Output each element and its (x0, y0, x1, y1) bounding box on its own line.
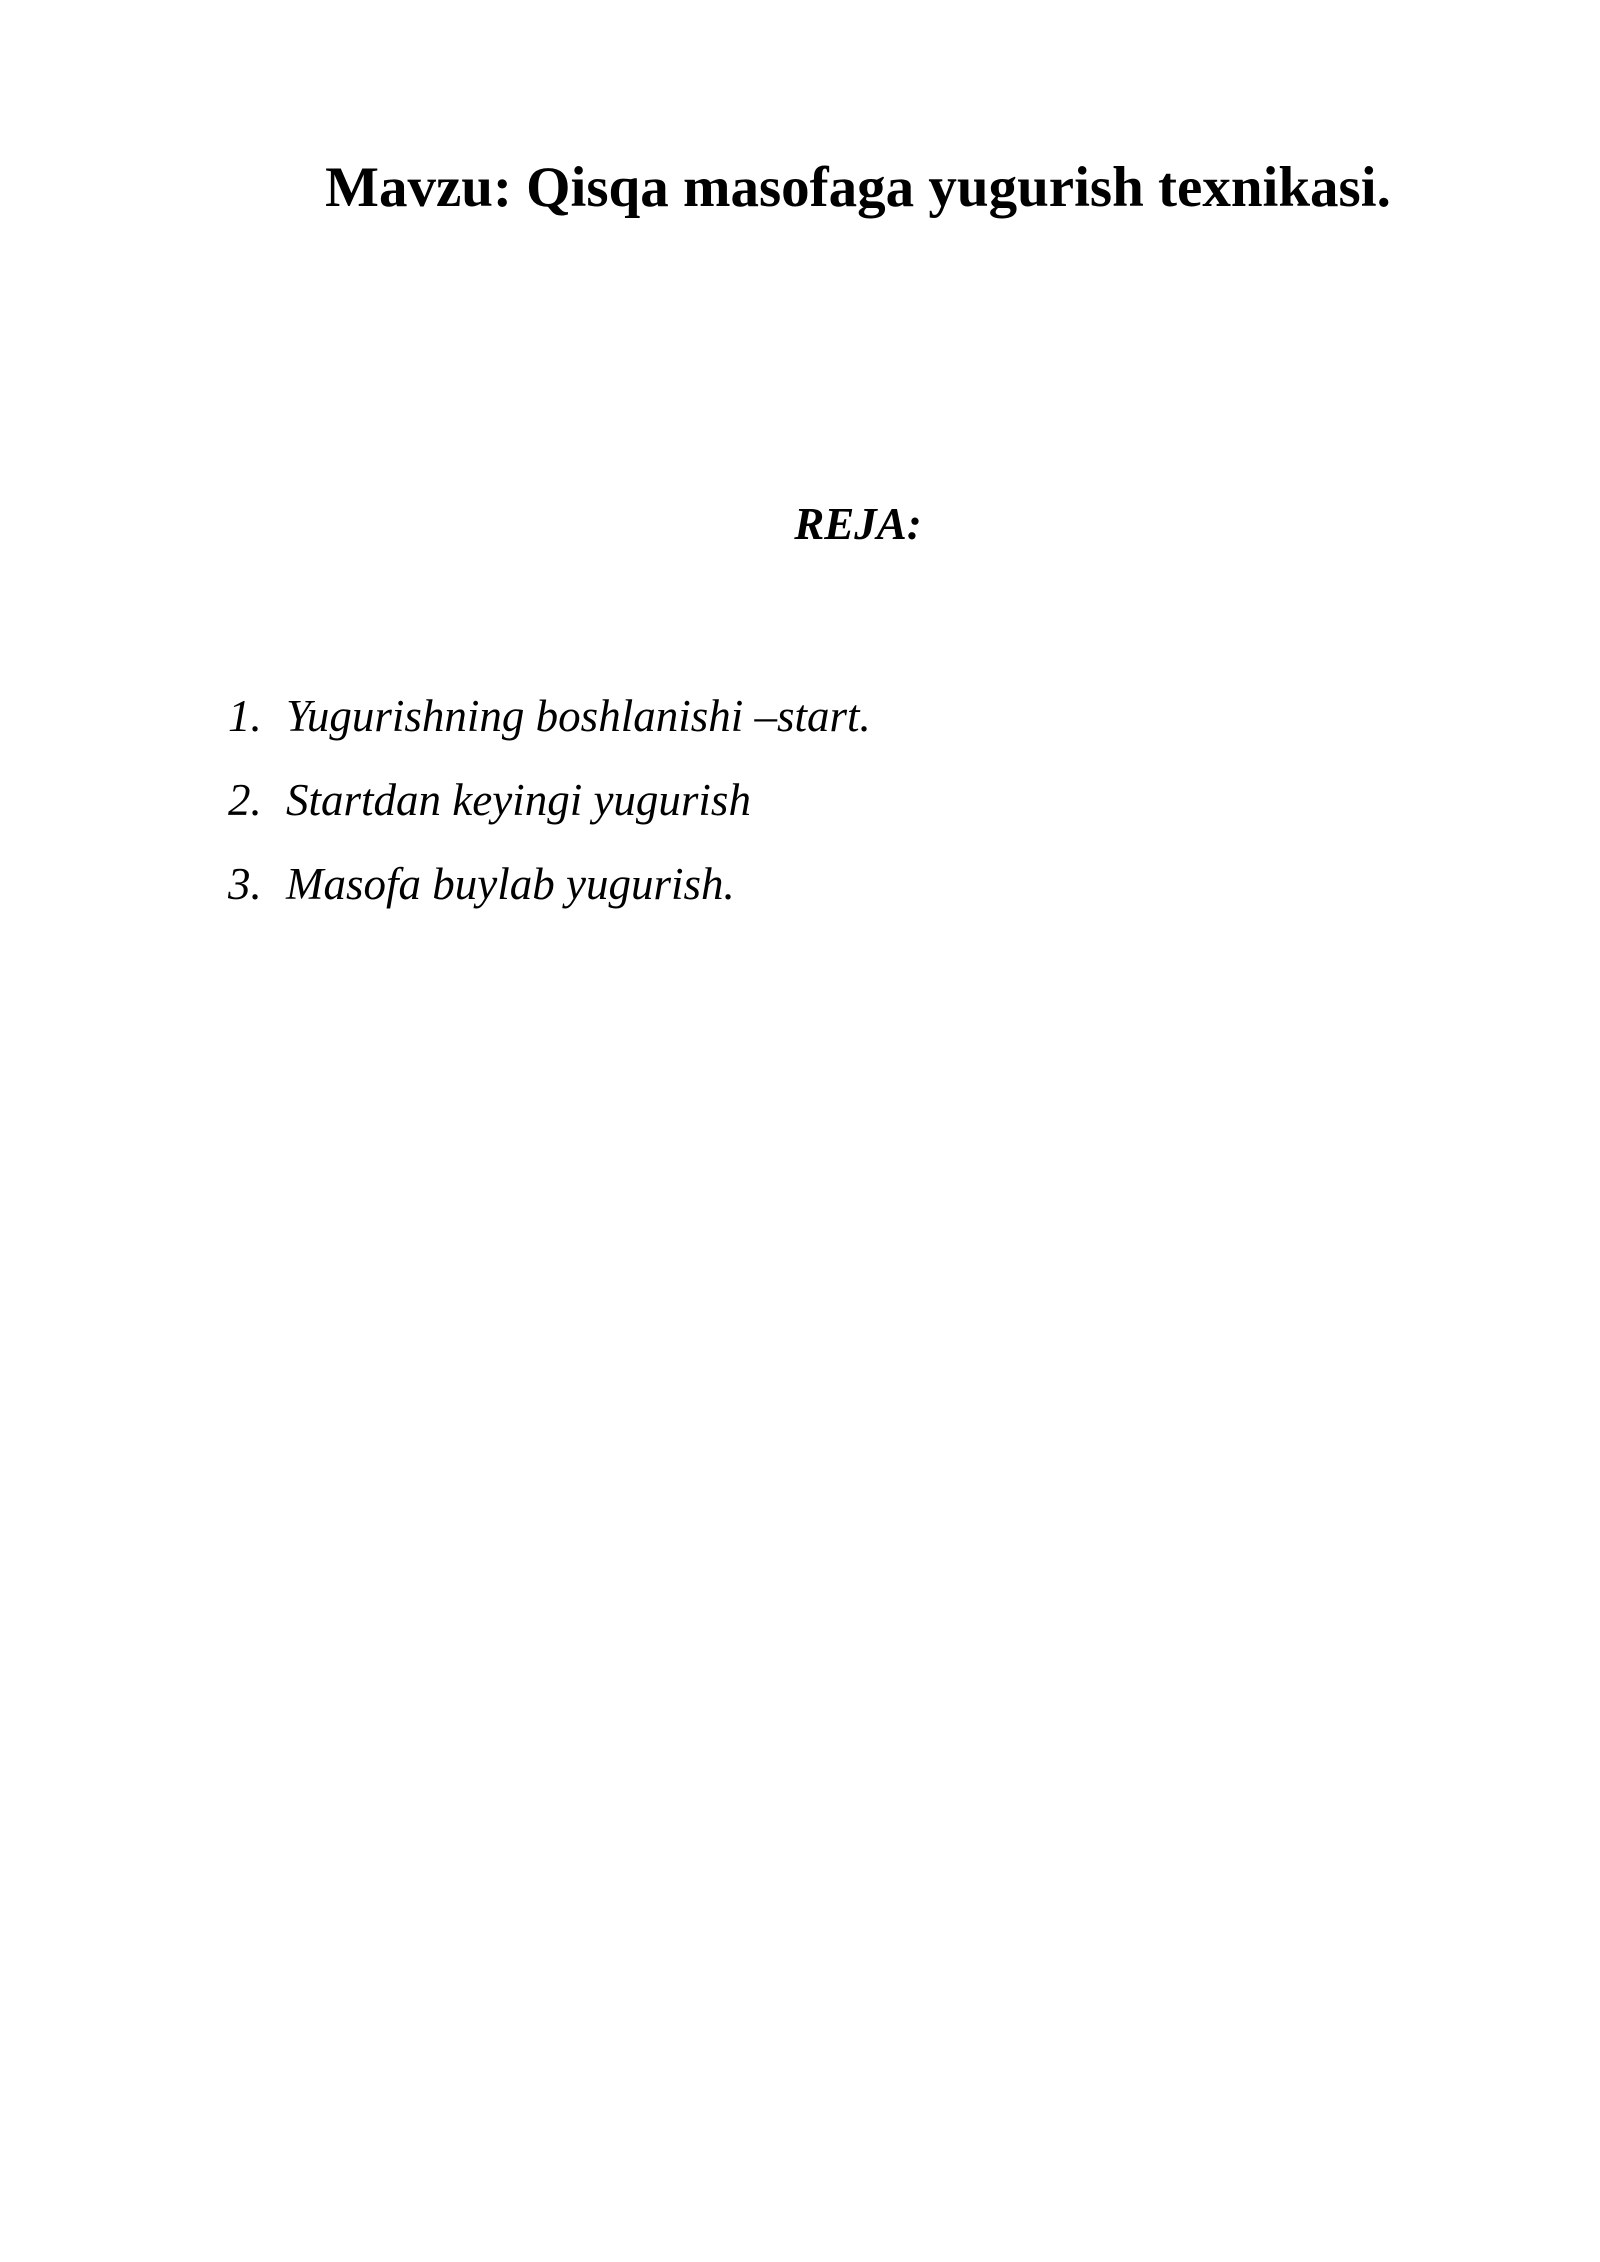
plan-item-text: Yugurishning boshlanishi –start. (286, 691, 871, 741)
plan-item-text: Startdan keyingi yugurish (286, 775, 751, 825)
plan-heading: REJA: (794, 499, 922, 549)
document-title: Mavzu: Qisqa masofaga yugurish texnikasi. (325, 156, 1391, 219)
plan-item (228, 688, 871, 744)
plan-item-text: Masofa buylab yugurish. (286, 859, 735, 909)
plan-item (228, 856, 871, 912)
plan-item-number: 2. (228, 775, 262, 825)
plan-item (228, 772, 871, 828)
plan-list (228, 688, 871, 940)
plan-item-number: 1. (228, 691, 262, 741)
plan-item-number: 3. (228, 859, 262, 909)
